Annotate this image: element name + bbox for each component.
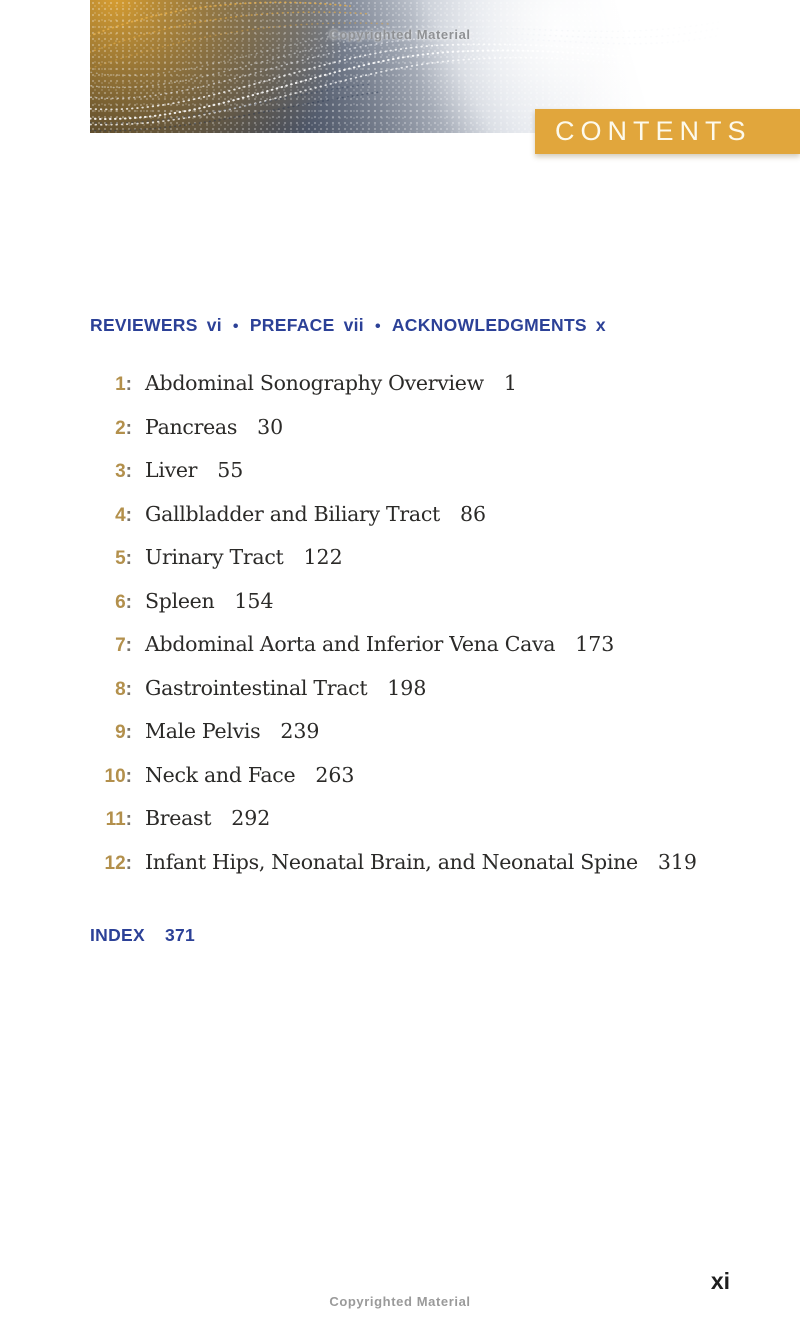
chapter-page: 198 (387, 675, 427, 700)
chapter-row-8 (90, 675, 697, 700)
chapter-title: Liver (145, 458, 198, 482)
chapter-row-6 (90, 588, 697, 613)
chapter-number: 3: (115, 461, 132, 482)
chapter-number: 9: (115, 722, 132, 743)
copyright-watermark-bottom: Copyrighted Material (329, 1294, 471, 1309)
chapter-page: 239 (280, 719, 320, 743)
chapter-title: Gallbladder and Biliary Tract (145, 501, 440, 526)
index-line (90, 925, 195, 946)
chapter-title: Breast (145, 806, 212, 830)
chapter-row-12 (90, 849, 697, 874)
chapter-row-1 (90, 371, 697, 395)
chapter-page: 55 (217, 458, 244, 482)
folio-page-number: xi (710, 1268, 730, 1294)
chapter-title: Spleen (145, 588, 215, 613)
chapter-row-5 (90, 545, 697, 569)
chapter-row-9 (90, 719, 697, 743)
chapter-list (90, 371, 697, 893)
chapter-page: 319 (657, 849, 697, 874)
chapter-number: 1: (115, 374, 132, 395)
bullet-separator: • (232, 318, 239, 335)
chapter-page: 122 (303, 545, 343, 569)
chapter-number: 7: (115, 635, 132, 656)
chapter-page: 1 (503, 371, 517, 395)
chapter-title: Urinary Tract (145, 545, 284, 569)
copyright-watermark-top: Copyrighted Material (329, 27, 471, 42)
frontmatter-label-acknowledgments: ACKNOWLEDGMENTS (391, 315, 587, 335)
chapter-page: 30 (257, 414, 284, 439)
frontmatter-label-preface: PREFACE (249, 315, 335, 335)
frontmatter-page-preface: vii (343, 315, 364, 335)
contents-banner (535, 109, 800, 154)
chapter-number: 2: (115, 417, 132, 439)
frontmatter-line (90, 315, 606, 336)
chapter-title: Neck and Face (145, 762, 296, 787)
chapter-number: 10: (104, 765, 132, 787)
page-title: CONTENTS (555, 116, 752, 146)
chapter-number: 6: (115, 591, 132, 613)
chapter-title: Pancreas (145, 414, 238, 439)
chapter-row-3 (90, 458, 697, 482)
chapter-title: Gastrointestinal Tract (145, 675, 368, 700)
chapter-number: 11: (105, 809, 132, 830)
chapter-page: 263 (315, 762, 355, 787)
chapter-number: 4: (115, 504, 132, 526)
chapter-page: 173 (575, 632, 615, 656)
chapter-title: Male Pelvis (145, 719, 261, 743)
frontmatter-page-acknowledgments: x (595, 315, 606, 335)
chapter-row-11 (90, 806, 697, 830)
chapter-number: 12: (104, 852, 132, 874)
frontmatter-page-reviewers: vi (206, 315, 222, 335)
chapter-page: 86 (459, 501, 487, 526)
chapter-title: Infant Hips, Neonatal Brain, and Neonatal Spine (145, 849, 638, 874)
chapter-row-7 (90, 632, 697, 656)
chapter-number: 5: (115, 548, 132, 569)
chapter-row-4 (90, 501, 697, 526)
chapter-row-10 (90, 762, 697, 787)
chapter-title: Abdominal Aorta and Inferior Vena Cava (145, 632, 556, 656)
frontmatter-label-reviewers: REVIEWERS (90, 315, 198, 335)
chapter-page: 154 (234, 588, 274, 613)
index-page: 371 (164, 925, 196, 945)
chapter-row-2 (90, 414, 697, 439)
index-label: INDEX (90, 925, 145, 945)
bullet-separator: • (374, 318, 381, 335)
chapter-title: Abdominal Sonography Overview (145, 371, 484, 395)
chapter-number: 8: (115, 678, 132, 700)
chapter-page: 292 (231, 806, 271, 830)
